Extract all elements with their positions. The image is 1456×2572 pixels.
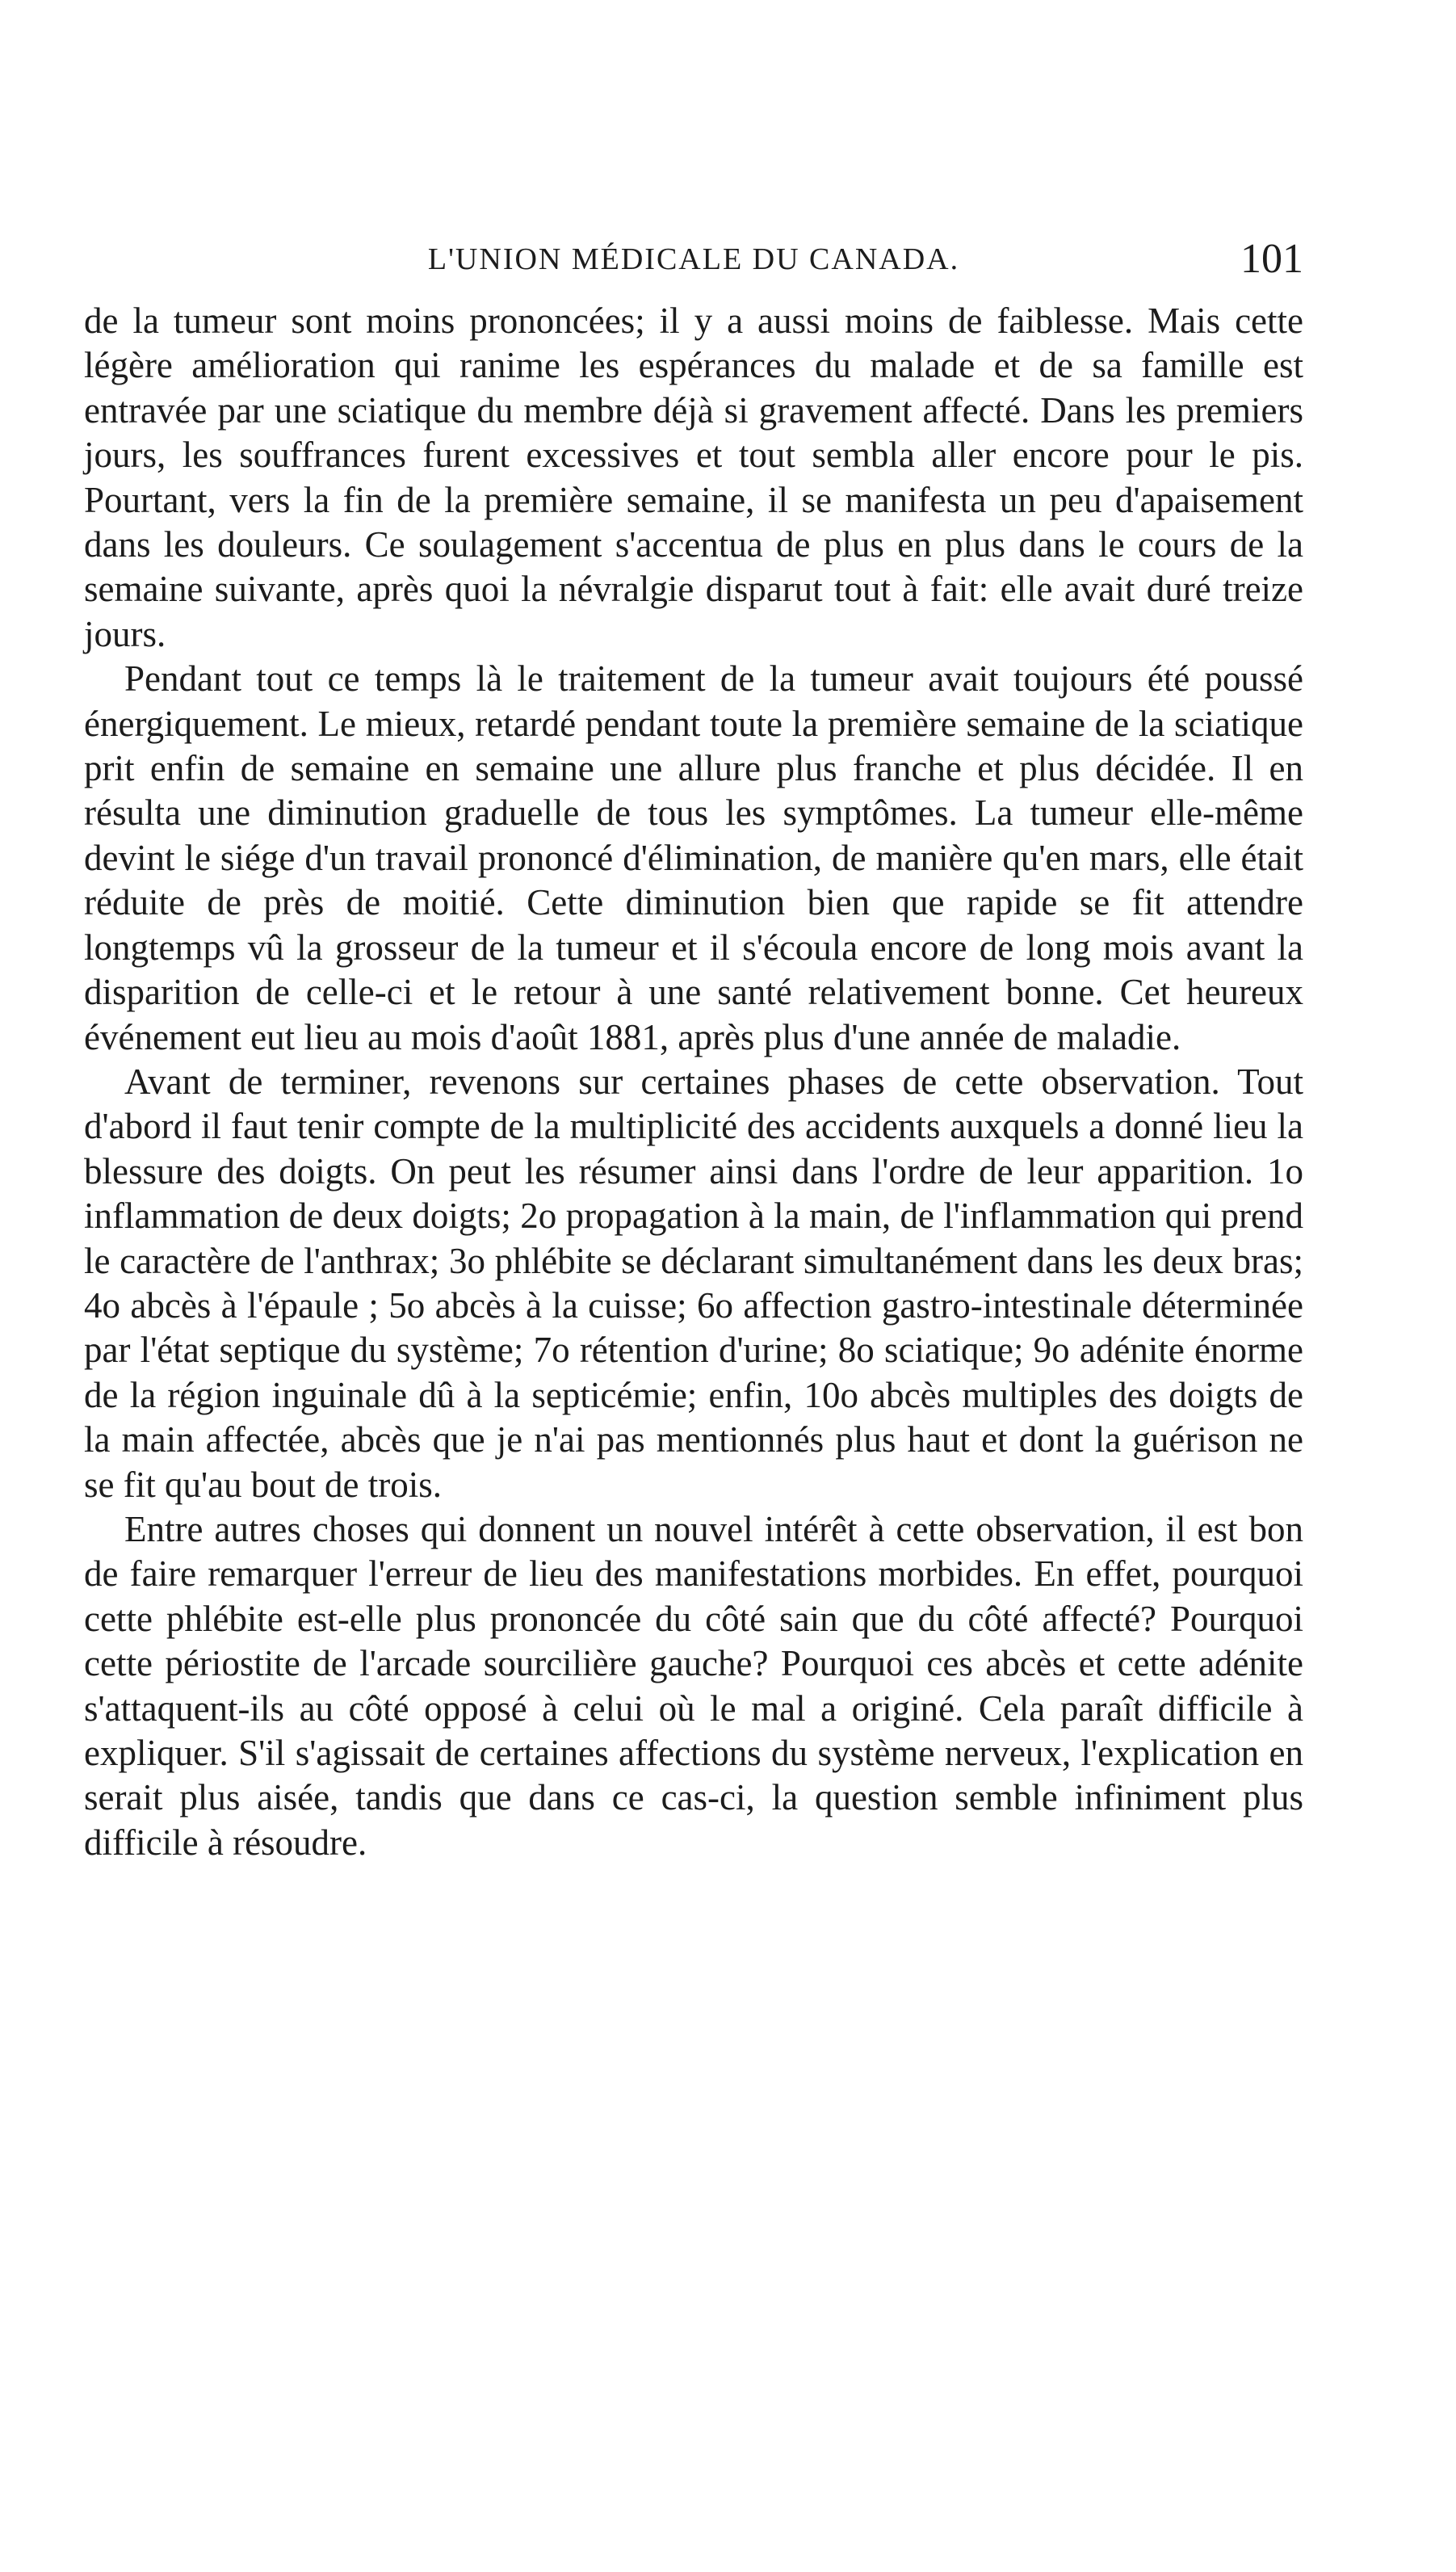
running-head xyxy=(84,231,1303,288)
paragraph: Entre autres choses qui donnent un nouvel intérêt à cette observation, il est bon de faire remarquer l'erreur de lieu des manifestations morbides. En effet, pourquoi cette phlébite est-elle plus prononcée du côté sain que du côté affecté? Pourquoi cette périostite de l'arcade sourcilière gauche? Pourquoi ces abcès et cette adénite s'attaquent-ils au côté opposé à celui où le mal a originé. Cela paraît difficile à expliquer. S'il s'agissait de certaines affections du système nerveux, l'explication en serait plus aisée, tandis que dans ce cas-ci, la question semble infiniment plus difficile à résoudre. xyxy=(84,1508,1303,1863)
paragraph: Pendant tout ce temps là le traitement de la tumeur avait toujours été poussé énergiquement. Le mieux, retardé pendant toute la première semaine de la sciatique prit enfin de semaine en semaine une allure plus franche et plus décidée. Il en résulta une diminution graduelle de tous les symptômes. La tumeur elle-même devint le siége d'un travail prononcé d'élimination, de manière qu'en mars, elle était réduite de près de moitié. Cette diminution bien que rapide se fit attendre longtemps vû la grosseur de la tumeur et il s'écoula encore de long mois avant la disparition de celle-ci et le retour à une santé relativement bonne. Cet heureux événement eut lieu au mois d'août 1881, après plus d'une année de maladie. xyxy=(84,658,1303,1057)
paragraph: de la tumeur sont moins prononcées; il y a aussi moins de faiblesse. Mais cette légère amélioration qui ranime les espérances du malade et de sa famille est entravée par une sciatique du membre déjà si gravement affecté. Dans les premiers jours, les souffrances furent excessives et tout sembla aller encore pour le pis. Pourtant, vers la fin de la première semaine, il se manifesta un peu d'apaisement dans les douleurs. Ce soulagement s'accentua de plus en plus dans le cours de la semaine suivante, après quoi la névralgie disparut tout à fait: elle avait duré treize jours. xyxy=(84,300,1303,654)
paragraph: Avant de terminer, revenons sur certaines phases de cette observation. Tout d'abord il faut tenir compte de la multiplicité des accidents auxquels a donné lieu la blessure des doigts. On peut les résumer ainsi dans l'ordre de leur apparition. 1o inflammation de deux doigts; 2o propagation à la main, de l'inflammation qui prend le caractère de l'anthrax; 3o phlébite se déclarant simultanément dans les deux bras; 4o abcès à l'épaule ; 5o abcès à la cuisse; 6o affection gastro-intestinale déterminée par l'état septique du système; 7o rétention d'urine; 8o sciatique; 9o adénite énorme de la région inguinale dû à la septicémie; enfin, 10o abcès multiples des doigts de la main affectée, abcès que je n'ai pas mentionnés plus haut et dont la guérison ne se fit qu'au bout de trois. xyxy=(84,1061,1303,1505)
article-body xyxy=(84,299,1303,1865)
page-number: 101 xyxy=(1240,236,1303,282)
running-title: L'UNION MÉDICALE DU CANADA. xyxy=(427,242,960,276)
